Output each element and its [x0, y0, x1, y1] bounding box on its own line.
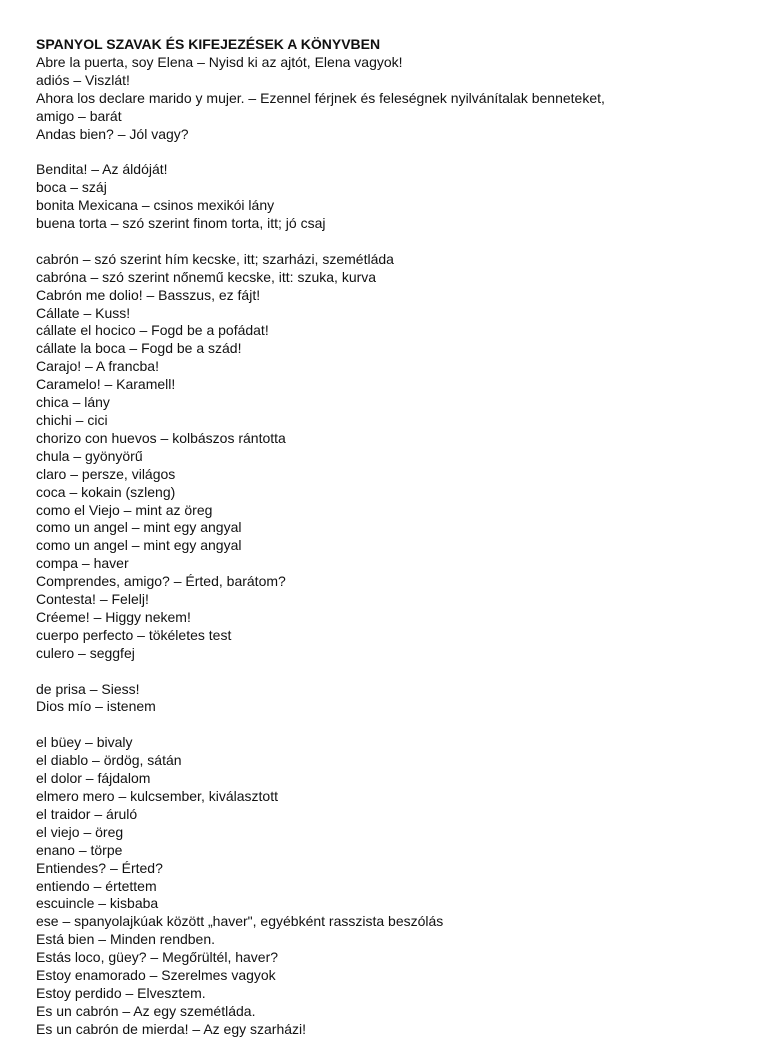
entry: Abre la puerta, soy Elena – Nyisd ki az ajtót, Elena vagyok! [36, 53, 403, 70]
entry: entiendo – értettem [36, 877, 157, 894]
entry: Es un cabrón – Az egy szemétláda. [36, 1002, 256, 1019]
entry: chula – gyönyörű [36, 447, 143, 464]
entry: Comprendes, amigo? – Érted, barátom? [36, 573, 286, 590]
entry: boca – száj [36, 179, 107, 196]
entry: compa – haver [36, 555, 129, 572]
entry: cállate el hocico – Fogd be a pofádat! [36, 322, 269, 339]
entry-group-b [36, 161, 736, 233]
entry: Cállate – Kuss! [36, 304, 131, 321]
entry: cuerpo perfecto – tökéletes test [36, 626, 232, 643]
entry: Bendita! – Az áldóját! [36, 161, 168, 178]
entry: chorizo con huevos – kolbászos rántotta [36, 429, 286, 446]
entry: chichi – cici [36, 412, 108, 428]
entry: como un angel – mint egy angyal [36, 519, 242, 536]
entry: el diablo – ördög, sátán [36, 752, 182, 769]
entry: Entiendes? – Érted? [36, 859, 163, 876]
document-title: SPANYOL SZAVAK ÉS KIFEJEZÉSEK A KÖNYVBEN [36, 36, 381, 52]
entry: el traidor – áruló [36, 805, 138, 822]
entry: Estoy perdido – Elvesztem. [36, 984, 206, 1001]
entry: el dolor – fájdalom [36, 770, 151, 787]
entry: chica – lány [36, 394, 110, 411]
entry: Estoy enamorado – Szerelmes vagyok [36, 967, 276, 984]
entry: ese – spanyolajkúak között „haver", egyébként rasszista beszólás [36, 913, 444, 930]
entry: Ahora los declare marido y mujer. – Ezennel férjnek és feleségnek nyilvánítalak benneteket, [36, 89, 605, 106]
entry: elmero mero – kulcsember, kiválasztott [36, 788, 278, 804]
entry: Carajo! – A francba! [36, 358, 159, 375]
entry: como el Viejo – mint az öreg [36, 501, 213, 518]
entry: culero – seggfej [36, 644, 135, 661]
entry: adiós – Viszlát! [36, 71, 130, 88]
entry: Es un cabrón de mierda! – Az egy szarházi! [36, 1020, 307, 1037]
entry: Andas bien? – Jól vagy? [36, 125, 189, 142]
document-page [36, 36, 736, 1039]
entry: bonita Mexicana – csinos mexikói lány [36, 197, 275, 214]
entry: el büey – bivaly [36, 734, 133, 751]
entry: coca – kokain (szleng) [36, 483, 176, 500]
entry: amigo – barát [36, 107, 122, 124]
entry: Dios mío – istenem [36, 698, 156, 715]
entry: como un angel – mint egy angyal [36, 537, 242, 554]
entry-group-e [36, 734, 736, 1038]
entry: claro – persze, világos [36, 465, 176, 482]
entry: Créeme! – Higgy nekem! [36, 608, 191, 625]
entry: Estás loco, güey? – Megőrültél, haver? [36, 949, 279, 966]
entry: Caramelo! – Karamell! [36, 376, 176, 393]
entry: Está bien – Minden rendben. [36, 931, 216, 948]
entry: cabróna – szó szerint nőnemű kecske, itt: szuka, kurva [36, 268, 377, 285]
entry: de prisa – Siess! [36, 680, 140, 697]
entry-group-d [36, 681, 736, 717]
entry: Contesta! – Felelj! [36, 591, 149, 608]
entry: enano – törpe [36, 841, 123, 858]
entry: buena torta – szó szerint finom torta, itt; jó csaj [36, 215, 326, 232]
entry: el viejo – öreg [36, 823, 124, 840]
entry: cabrón – szó szerint hím kecske, itt; szarházi, szemétláda [36, 250, 394, 267]
entry: Cabrón me dolio! – Basszus, ez fájt! [36, 286, 261, 303]
entry-group-a [36, 54, 736, 144]
entry-group-c [36, 251, 736, 663]
entry: escuincle – kisbaba [36, 895, 159, 912]
entry: cállate la boca – Fogd be a szád! [36, 340, 242, 357]
